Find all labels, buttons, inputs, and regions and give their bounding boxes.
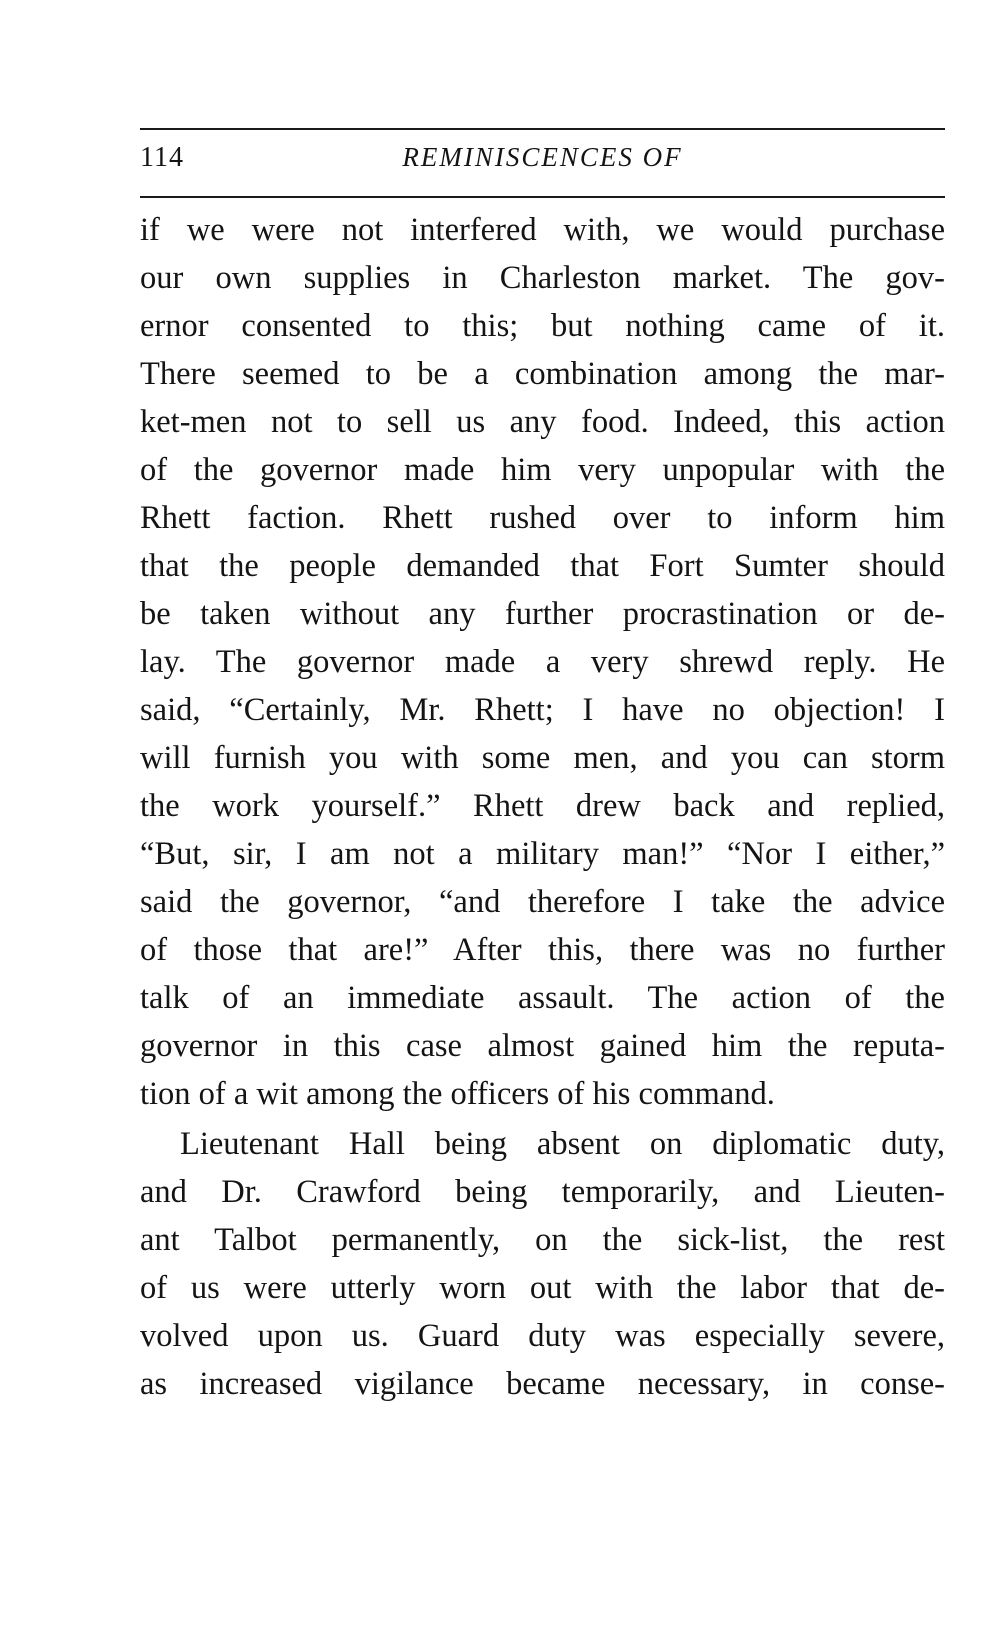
text-line: will furnish you with some men, and you can storm: [140, 740, 945, 776]
text-line: said the governor, “and therefore I take the advice: [140, 884, 945, 920]
text-line: our own supplies in Charleston market. The gov-: [140, 260, 945, 296]
text-line: and Dr. Crawford being temporarily, and Lieuten-: [140, 1174, 945, 1210]
text-line: lay. The governor made a very shrewd reply. He: [140, 644, 945, 680]
text-line: that the people demanded that Fort Sumter should: [140, 548, 945, 584]
text-line: tion of a wit among the officers of his command.: [140, 1076, 775, 1112]
text-line: “But, sir, I am not a military man!” “Nor I either,”: [140, 836, 945, 872]
text-line: governor in this case almost gained him the reputa-: [140, 1028, 945, 1064]
header-top-rule: [140, 128, 945, 130]
text-line: of us were utterly worn out with the labor that de-: [140, 1270, 945, 1306]
text-line: of the governor made him very unpopular with the: [140, 452, 945, 488]
text-line: of those that are!” After this, there was no further: [140, 932, 945, 968]
text-line: There seemed to be a combination among the mar-: [140, 356, 945, 392]
running-head: [140, 138, 945, 182]
text-line: Lieutenant Hall being absent on diplomatic duty,: [180, 1126, 945, 1162]
text-line: ernor consented to this; but nothing came of it.: [140, 308, 945, 344]
page-number: 114: [140, 142, 184, 173]
text-line: as increased vigilance became necessary, in conse-: [140, 1366, 945, 1402]
text-line: talk of an immediate assault. The action of the: [140, 980, 945, 1016]
text-line: ant Talbot permanently, on the sick-list, the rest: [140, 1222, 945, 1258]
text-line: ket-men not to sell us any food. Indeed, this action: [140, 404, 945, 440]
header-bottom-rule: [140, 196, 945, 198]
text-line: be taken without any further procrastination or de-: [140, 596, 945, 632]
text-line: said, “Certainly, Mr. Rhett; I have no objection! I: [140, 692, 945, 728]
text-line: if we were not interfered with, we would purchase: [140, 212, 945, 248]
running-title: REMINISCENCES OF: [402, 142, 683, 172]
text-line: volved upon us. Guard duty was especially severe,: [140, 1318, 945, 1354]
text-line: Rhett faction. Rhett rushed over to inform him: [140, 500, 945, 536]
text-line: the work yourself.” Rhett drew back and replied,: [140, 788, 945, 824]
